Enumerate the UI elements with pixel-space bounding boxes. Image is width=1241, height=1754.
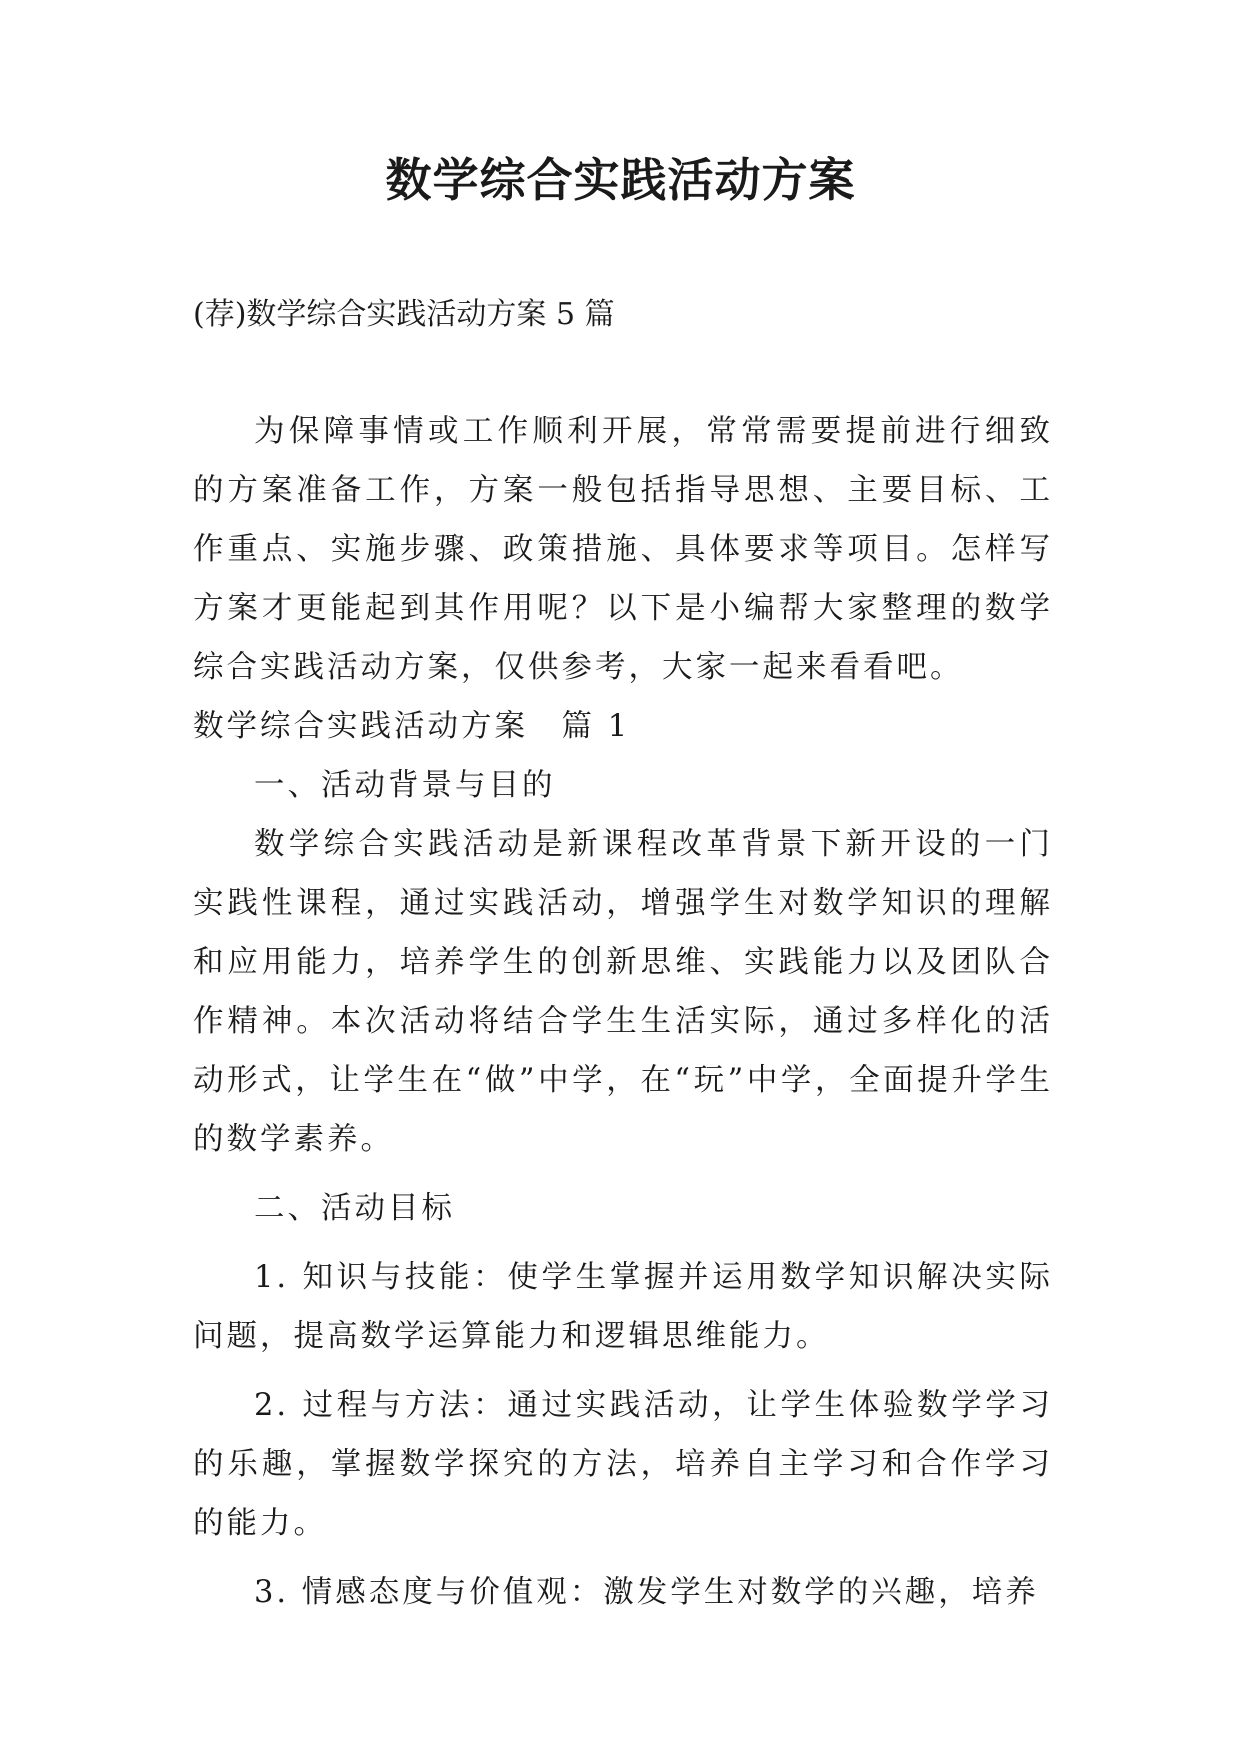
goal-item-attitude: 3. 情感态度与价值观：激发学生对数学的兴趣，培养: [254, 1575, 1039, 1610]
paragraph-background: 数学综合实践活动是新课程改革背景下新开设的一门实践性课程，通过实践活动，增强学生对数学知识的理解和应用能力，培养学生的创新思维、实践能力以及团队合作精神。本次活动将结合学生生活实际，通过多样化的活动形式，让学生在“做”中学，在“玩”中学，全面提升学生的数学素养。: [193, 827, 1053, 1157]
document-body: [193, 402, 1053, 1622]
intro-paragraph: 为保障事情或工作顺利开展，常常需要提前进行细致的方案准备工作，方案一般包括指导思想、主要目标、工作重点、实施步骤、政策措施、具体要求等项目。怎样写方案才更能起到其作用呢？以下是小编帮大家整理的数学综合实践活动方案，仅供参考，大家一起来看看吧。: [193, 414, 1053, 685]
heading-goals: 二、活动目标: [254, 1191, 455, 1226]
goal-item-knowledge: 1. 知识与技能：使学生掌握并运用数学知识解决实际问题，提高数学运算能力和逻辑思维能力。: [193, 1260, 1053, 1354]
section-heading: 数学综合实践活动方案 篇 1: [193, 709, 631, 744]
heading-background: 一、活动背景与目的: [254, 768, 556, 803]
document-subtitle: (荐)数学综合实践活动方案 5 篇: [193, 297, 615, 332]
document-title: 数学综合实践活动方案: [385, 153, 856, 207]
goal-item-process: 2. 过程与方法：通过实践活动，让学生体验数学学习的乐趣，掌握数学探究的方法，培养自主学习和合作学习的能力。: [193, 1388, 1053, 1541]
